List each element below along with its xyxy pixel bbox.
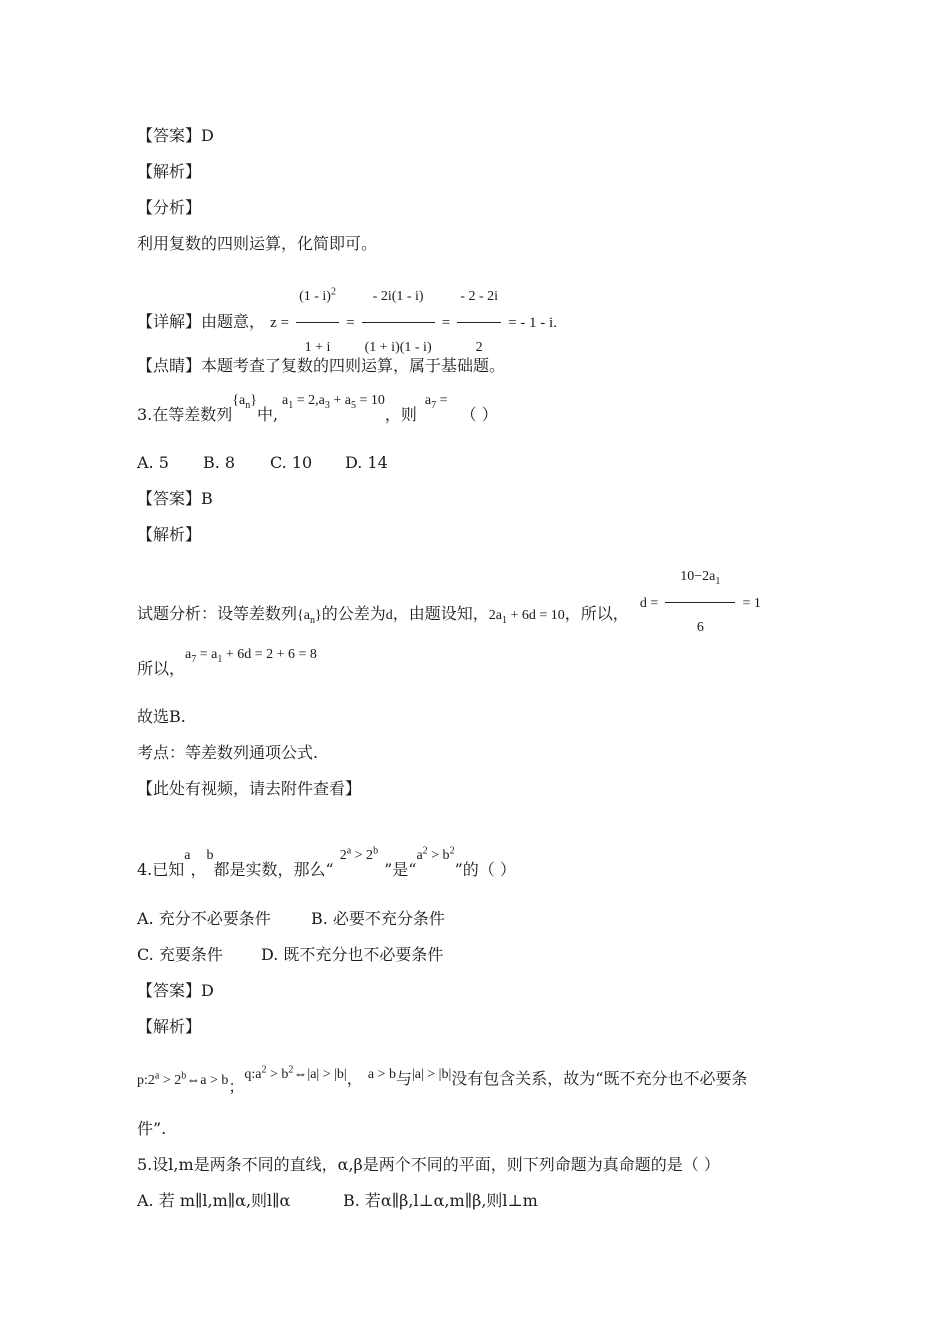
q4-sol-s: |a| > |b| bbox=[411, 1067, 452, 1082]
q4-stem-d: ”的（ ） bbox=[454, 860, 516, 879]
q4-options-row1 bbox=[137, 909, 445, 929]
q4-stem bbox=[137, 845, 516, 882]
q4-sol-q: $q:a^2$ > $b^2\Leftrightarrow|a| > |b|$ bbox=[244, 1064, 347, 1082]
q4-stem-c: ”是“ bbox=[384, 860, 417, 879]
q4-sol-text: 没有包含关系，故为“既不充分也不必要条 bbox=[451, 1069, 748, 1088]
q2-answer: 【答案】D bbox=[137, 126, 214, 145]
fraction-2-denominator: (1 + i)(1 - i) bbox=[364, 340, 432, 355]
q5-options bbox=[137, 1191, 538, 1211]
q3-option-a: A. 5 bbox=[137, 453, 169, 472]
q3-detail-c: ，由题设知， bbox=[392, 604, 489, 623]
q5-stem: 5.设l,m是两条不同的直线，α,β是两个不同的平面，则下列命题为真命题的是（ ） bbox=[137, 1155, 720, 1174]
q3-detail-b: 的公差为 bbox=[321, 604, 386, 623]
q4-sol-yu: 与 bbox=[395, 1069, 412, 1088]
q4-option-b: B. 必要不充分条件 bbox=[311, 909, 445, 928]
q2-detail-label: 【详解】由题意， bbox=[137, 312, 266, 331]
q3-so-label: 所以， bbox=[137, 659, 186, 678]
q3-d-numerator: 10−2a bbox=[680, 569, 716, 584]
fraction-3-denominator: 2 bbox=[475, 340, 483, 355]
q4-proposition-2: $a^2 > b^2$ bbox=[416, 845, 455, 863]
q4-sol-semi: ； bbox=[228, 1077, 245, 1096]
q4-sol-p: p:2$^a$ > $2^b\Leftrightarrow a > b$ bbox=[137, 1070, 229, 1088]
equals-2: = bbox=[441, 315, 451, 331]
q4-sol-comma: ， bbox=[346, 1069, 363, 1088]
fraction-3-numerator: - 2 - 2i bbox=[457, 274, 501, 323]
q4-comma: ， bbox=[190, 860, 207, 879]
q5-option-a: A. 若 m∥l,m∥α,则l∥α bbox=[137, 1191, 291, 1210]
q3-paren: （ ） bbox=[460, 405, 498, 424]
q3-detail-eq: $2a_1 + 6d = 10$ bbox=[488, 608, 565, 626]
z-symbol: z = bbox=[270, 315, 289, 331]
q3-option-d: D. 14 bbox=[345, 453, 388, 472]
q4-proposition-1: $2^a > 2^b$ bbox=[339, 845, 379, 863]
q4-options-row2 bbox=[137, 945, 443, 965]
q3-seq: $\{a_n\}$ bbox=[232, 393, 257, 411]
q3-detail-a: 试题分析：设等差数列 bbox=[137, 604, 298, 623]
q3-choose: 故选B. bbox=[137, 707, 186, 726]
q2-fenxi-heading: 【分析】 bbox=[137, 198, 202, 217]
q4-var-b: b bbox=[206, 848, 214, 863]
q4-solution bbox=[137, 1063, 748, 1096]
q3-d-label: d = bbox=[639, 596, 659, 611]
q4-sol-r: a > b bbox=[367, 1067, 396, 1082]
q3-condition: $a_1 = 2,a_3 + a_5 = 10$ bbox=[282, 393, 385, 411]
q3-d-result: = 1 bbox=[742, 596, 761, 611]
q3-stem bbox=[137, 393, 498, 427]
q3-stem-c: ，则 bbox=[384, 405, 417, 424]
q3-so bbox=[137, 647, 317, 681]
q3-a7-formula: $a_7 = a_1 + 6d = 2 + 6 = 8$ bbox=[185, 647, 317, 665]
q4-answer: 【答案】D bbox=[137, 981, 214, 1000]
fraction-1-numerator: (1 - i) bbox=[299, 289, 331, 304]
q4-option-a: A. 充分不必要条件 bbox=[137, 909, 271, 928]
q3-video-note: 【此处有视频，请去附件查看】 bbox=[137, 779, 362, 798]
q4-analysis-heading: 【解析】 bbox=[137, 1017, 202, 1036]
fraction-2-numerator: - 2i(1 - i) bbox=[362, 274, 435, 323]
q4-sol-cont: 件”. bbox=[137, 1119, 167, 1138]
q3-detail-e: ，所以， bbox=[564, 604, 629, 623]
q4-stem-b: 都是实数，那么“ bbox=[213, 860, 334, 879]
q4-option-c: C. 充要条件 bbox=[137, 945, 223, 964]
q3-ask: $a_7$ = bbox=[424, 393, 448, 411]
equals-1: = bbox=[346, 315, 355, 331]
fraction-1-exponent: 2 bbox=[330, 286, 336, 298]
q3-kaodian: 考点：等差数列通项公式. bbox=[137, 743, 319, 762]
q3-option-c: C. 10 bbox=[270, 453, 313, 472]
fraction-1-denominator: 1 + i bbox=[304, 340, 331, 355]
q2-analysis-heading: 【解析】 bbox=[137, 162, 202, 181]
q4-var-a: a bbox=[184, 848, 191, 863]
q3-options bbox=[137, 453, 388, 473]
q3-analysis-heading: 【解析】 bbox=[137, 525, 202, 544]
q4-stem-a: 4.已知 bbox=[137, 860, 185, 879]
q3-answer: 【答案】B bbox=[137, 489, 213, 508]
q3-d-fraction: $\frac{10-2a_1}{6}$ bbox=[665, 554, 735, 651]
q3-d-denominator: 6 bbox=[696, 620, 704, 635]
q3-stem-a: 3.在等差数列 bbox=[137, 405, 233, 424]
q3-detail-seq: $\{a_n\}$ bbox=[297, 608, 322, 626]
q3-d-formula bbox=[640, 554, 761, 651]
q5-option-b: B. 若α∥β,l⊥α,m∥β,则l⊥m bbox=[343, 1191, 538, 1210]
q2-fenxi-text: 利用复数的四则运算，化简即可。 bbox=[137, 234, 378, 253]
q2-period: . bbox=[553, 315, 557, 331]
q4-option-d: D. 既不充分也不必要条件 bbox=[261, 945, 444, 964]
q3-detail-d: d bbox=[385, 608, 393, 623]
q3-option-b: B. 8 bbox=[203, 453, 236, 472]
q3-stem-b: 中, bbox=[256, 405, 279, 424]
q2-result: = - 1 - i bbox=[508, 315, 554, 331]
q2-comment: 【点睛】本题考查了复数的四则运算，属于基础题。 bbox=[137, 356, 506, 375]
